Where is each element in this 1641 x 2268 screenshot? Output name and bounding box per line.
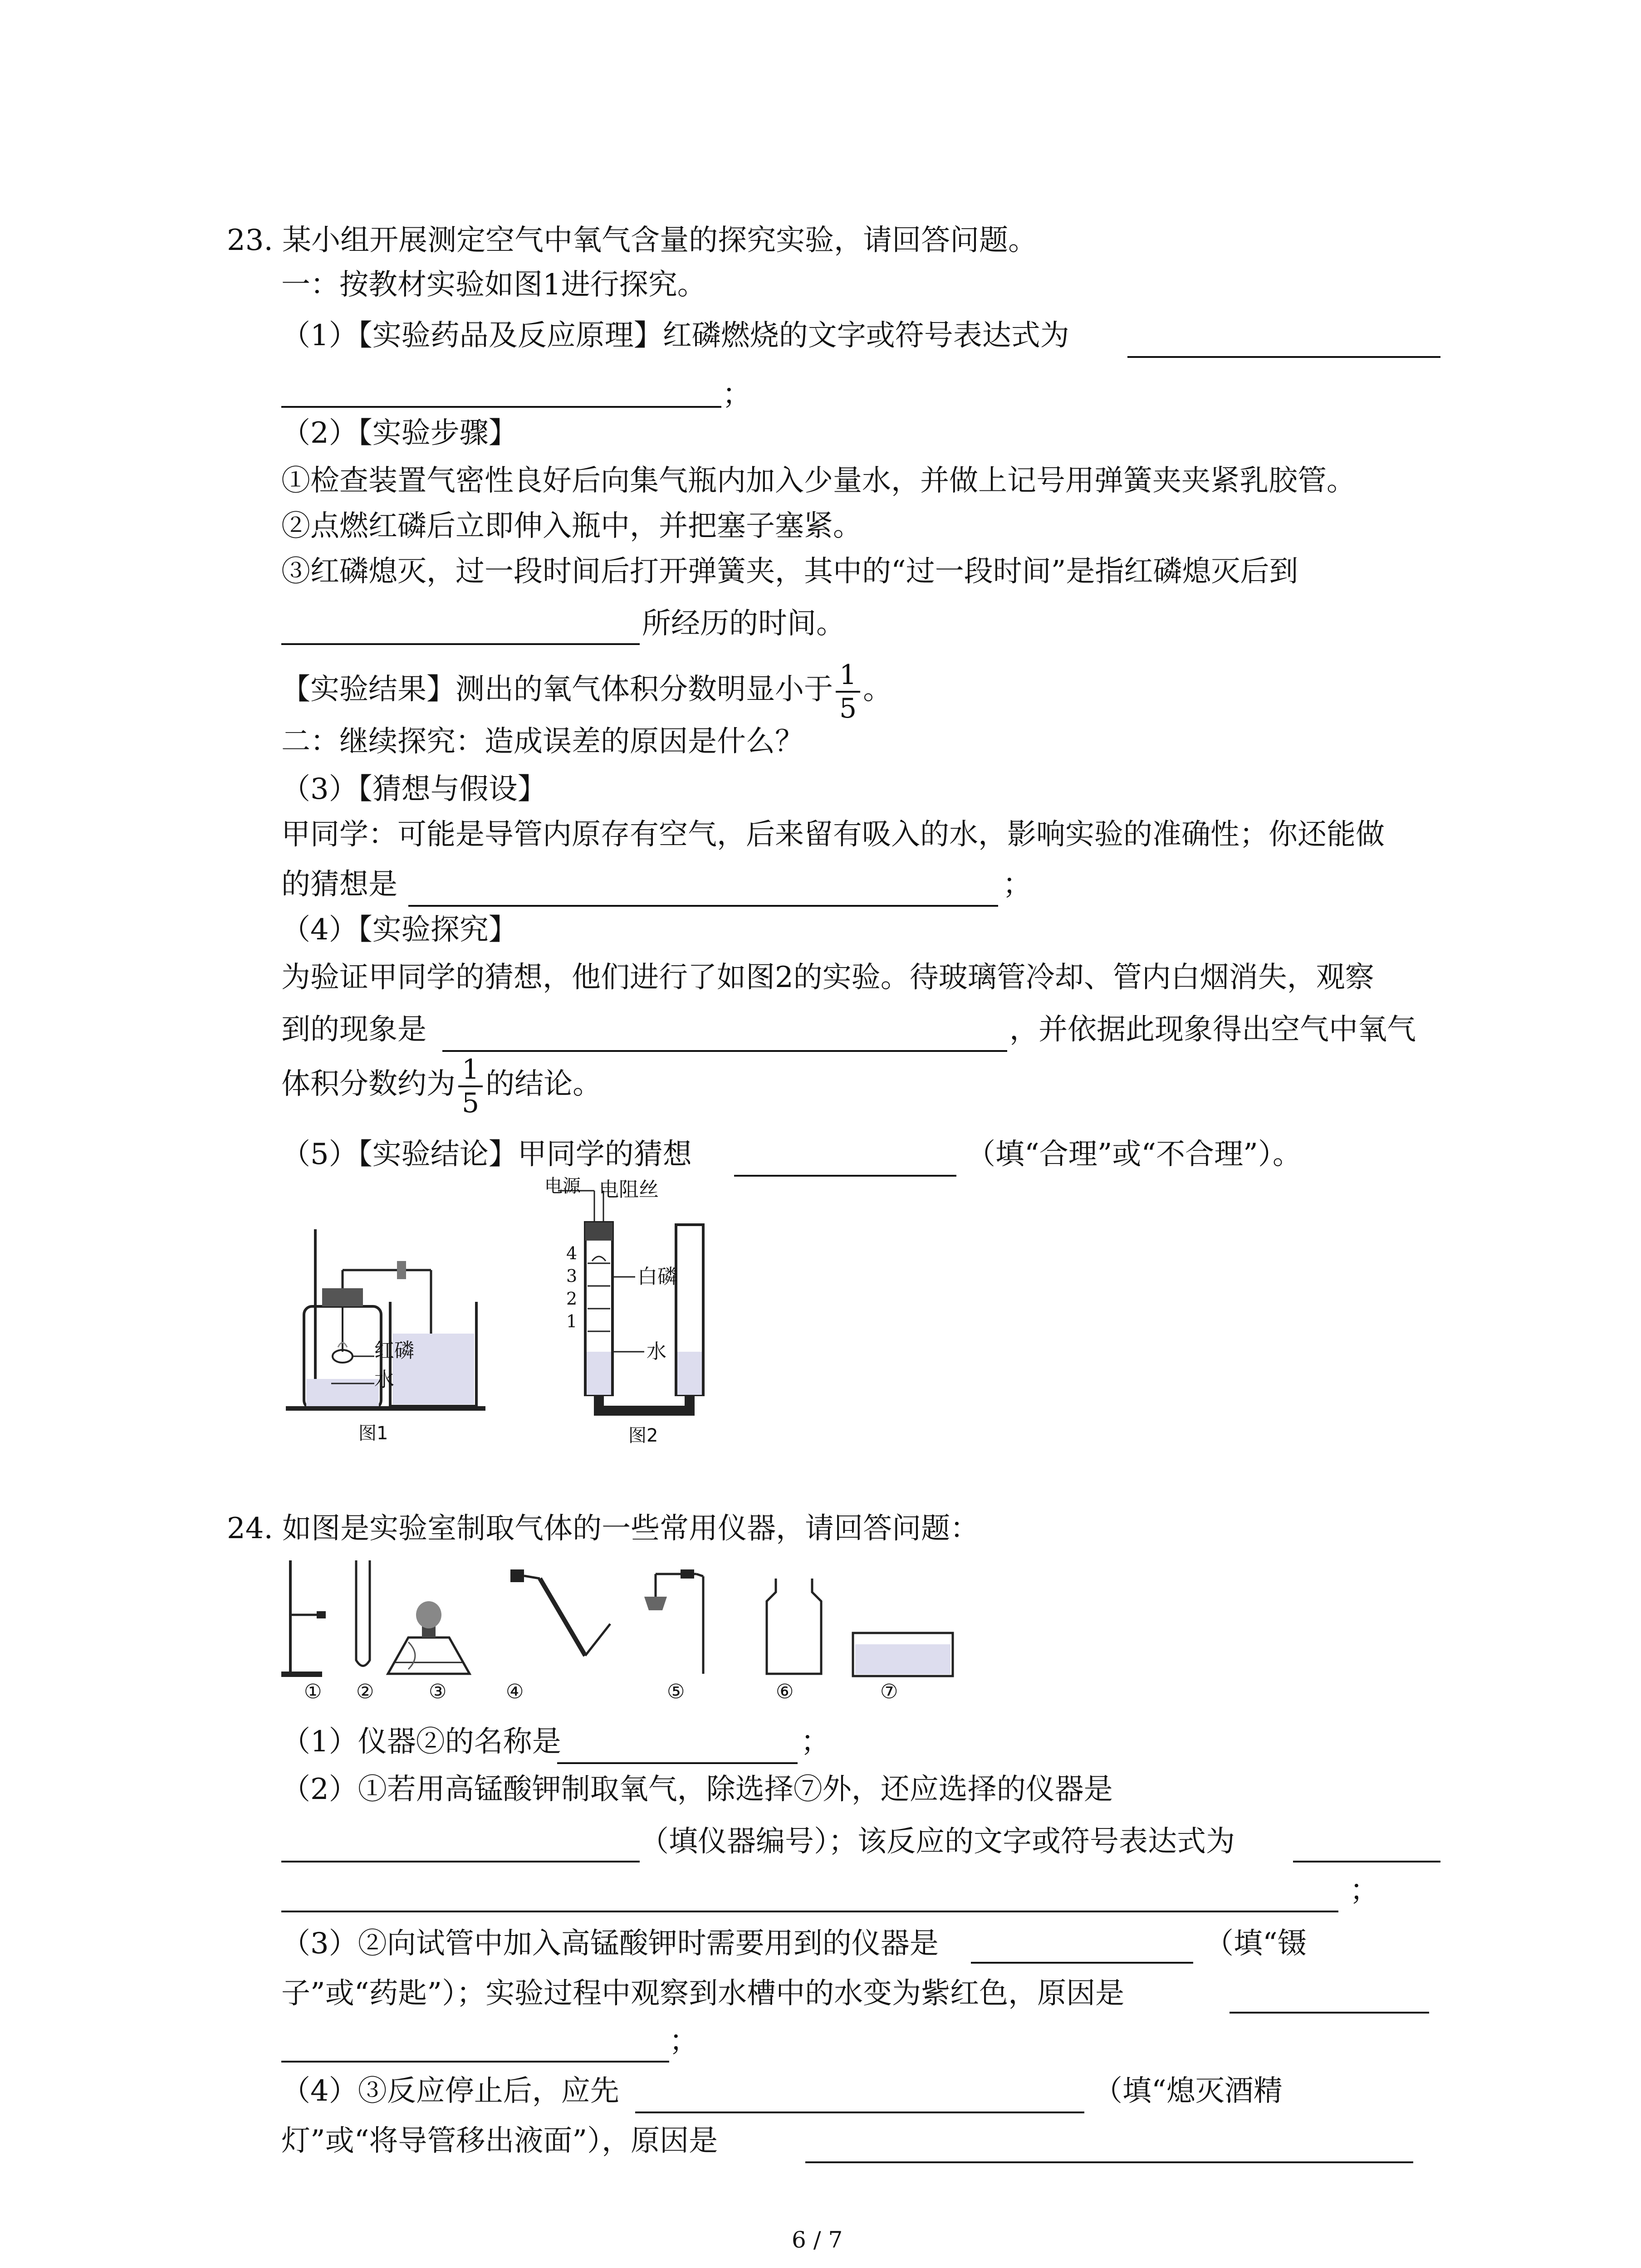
q24-blank-3b[interactable] bbox=[1230, 2012, 1429, 2014]
fig2-scale-1: 1 bbox=[566, 1311, 578, 1331]
q24-item3-end2: ； bbox=[669, 2024, 698, 2058]
q24-item4: （4）③反应停止后，应先 bbox=[281, 2074, 619, 2108]
q24-blank-2b[interactable] bbox=[1293, 1861, 1440, 1862]
q23-exp2-end: ，并依据此现象得出空气中氧气 bbox=[1009, 1013, 1416, 1046]
q23-part2: 二：继续探究：造成误差的原因是什么？ bbox=[281, 725, 804, 758]
apparatus-label-3: ③ bbox=[429, 1680, 447, 1703]
q24-blank-3c[interactable] bbox=[281, 2061, 669, 2063]
q24-blank-3a[interactable] bbox=[971, 1962, 1193, 1964]
q24-blank-4b[interactable] bbox=[805, 2161, 1413, 2163]
q23-item1: （1）【实验药品及反应原理】红磷燃烧的文字或符号表达式为 bbox=[281, 319, 1069, 352]
fig1-label-water: 水 bbox=[374, 1368, 394, 1391]
q23-exp2: 到的现象是 bbox=[281, 1013, 426, 1046]
figure-1 bbox=[277, 1220, 531, 1470]
fig2-caption: 图2 bbox=[628, 1425, 658, 1446]
apparatus-figure bbox=[272, 1551, 962, 1715]
q24-item2: （2）①若用高锰酸钾制取氧气，除选择⑦外，还应选择的仪器是 bbox=[281, 1773, 1113, 1806]
figure-2 bbox=[544, 1175, 753, 1456]
q23-item5: （5）【实验结论】甲同学的猜想 bbox=[281, 1138, 692, 1171]
fig2-label-white-phosphorus: 白磷 bbox=[637, 1265, 677, 1288]
q24-blank-2c[interactable] bbox=[281, 1911, 1338, 1912]
q23-blank-1b[interactable] bbox=[281, 406, 721, 408]
q23-step1: ①检查装置气密性良好后向集气瓶内加入少量水，并做上记号用弹簧夹夹紧乳胶管。 bbox=[281, 464, 1356, 498]
q24-blank-4a[interactable] bbox=[635, 2112, 1084, 2113]
q23-exp1: 为验证甲同学的猜想，他们进行了如图2的实验。待玻璃管冷却、管内白烟消失，观察 bbox=[281, 961, 1374, 994]
fig2-label-water: 水 bbox=[647, 1340, 666, 1363]
fig2-scale-2: 2 bbox=[566, 1289, 578, 1309]
q23-blank-1a[interactable] bbox=[1127, 356, 1440, 358]
q23-part1: 一：按教材实验如图1进行探究。 bbox=[281, 268, 706, 302]
q23-step3-end: 所经历的时间。 bbox=[642, 607, 845, 640]
q24-item2b: （填仪器编号）；该反应的文字或符号表达式为 bbox=[640, 1825, 1235, 1858]
q23-item2: （2）【实验步骤】 bbox=[281, 416, 518, 450]
apparatus-label-7: ⑦ bbox=[880, 1680, 898, 1703]
q24-item3b: 子”或“药匙”）；实验过程中观察到水槽中的水变为紫红色，原因是 bbox=[281, 1977, 1125, 2010]
q23-guess1: 甲同学：可能是导管内原存有空气，后来留有吸入的水，影响实验的准确性；你还能做 bbox=[281, 818, 1385, 851]
q23-item1-end: ； bbox=[722, 378, 751, 411]
fraction-one-fifth: $\frac{1}{5}$ bbox=[836, 659, 860, 724]
q24-item4-end: （填“熄灭酒精 bbox=[1093, 2074, 1283, 2108]
q24-item4b: 灯”或“将导管移出液面”），原因是 bbox=[281, 2124, 718, 2158]
q23-blank-4[interactable] bbox=[442, 1050, 1007, 1052]
q23-blank-3[interactable] bbox=[408, 905, 998, 907]
q24-item3-end: （填“镊 bbox=[1205, 1927, 1307, 1960]
q24-blank-1[interactable] bbox=[557, 1762, 798, 1764]
q23-blank-5[interactable] bbox=[734, 1175, 956, 1177]
page-number: 6 / 7 bbox=[792, 2227, 843, 2253]
fig1-caption: 图1 bbox=[358, 1423, 388, 1444]
q23-guess2-end: ； bbox=[1003, 868, 1032, 901]
q24-blank-2a[interactable] bbox=[281, 1861, 640, 1862]
fig2-scale-3: 3 bbox=[566, 1266, 578, 1286]
apparatus-label-4: ④ bbox=[506, 1680, 524, 1703]
q23-exp3: 体积分数约为 $\frac{1}{5}$ 的结论。 bbox=[281, 1053, 602, 1119]
q23-result: 【实验结果】测出的氧气体积分数明显小于 $\frac{1}{5}$ 。 bbox=[281, 659, 892, 724]
q23-item3: （3）【猜想与假设】 bbox=[281, 772, 547, 806]
q23-blank-2[interactable] bbox=[281, 643, 640, 645]
apparatus-label-6: ⑥ bbox=[776, 1680, 794, 1703]
apparatus-label-5: ⑤ bbox=[667, 1680, 685, 1703]
q23-item4: （4）【实验探究】 bbox=[281, 913, 518, 947]
q23-title: 23. 某小组开展测定空气中氧气含量的探究实验，请回答问题。 bbox=[227, 224, 1038, 257]
q23-step3: ③红磷熄灭，过一段时间后打开弹簧夹，其中的“过一段时间”是指红磷熄灭后到 bbox=[281, 555, 1298, 588]
fig2-label-wire: 电阻丝 bbox=[599, 1178, 659, 1201]
fig1-label-red-phosphorus: 红磷 bbox=[374, 1339, 414, 1362]
q24-item2-end: ； bbox=[1350, 1874, 1379, 1907]
fig2-label-power: 电源 bbox=[544, 1176, 581, 1197]
q23-item5-end: （填“合理”或“不合理”）。 bbox=[966, 1138, 1302, 1171]
q23-step2: ②点燃红磷后立即伸入瓶中，并把塞子塞紧。 bbox=[281, 509, 862, 543]
q24-item1: （1）仪器②的名称是 bbox=[281, 1725, 561, 1759]
q24-item1-end: ； bbox=[801, 1725, 830, 1759]
q23-guess2: 的猜想是 bbox=[281, 868, 397, 901]
q24-title: 24. 如图是实验室制取气体的一些常用仪器，请回答问题： bbox=[227, 1512, 980, 1545]
apparatus-label-2: ② bbox=[356, 1680, 374, 1703]
q24-item3: （3）②向试管中加入高锰酸钾时需要用到的仪器是 bbox=[281, 1927, 939, 1960]
apparatus-label-1: ① bbox=[304, 1680, 322, 1703]
fraction-one-fifth-2: $\frac{1}{5}$ bbox=[458, 1054, 483, 1119]
fig2-scale-4: 4 bbox=[566, 1243, 578, 1263]
